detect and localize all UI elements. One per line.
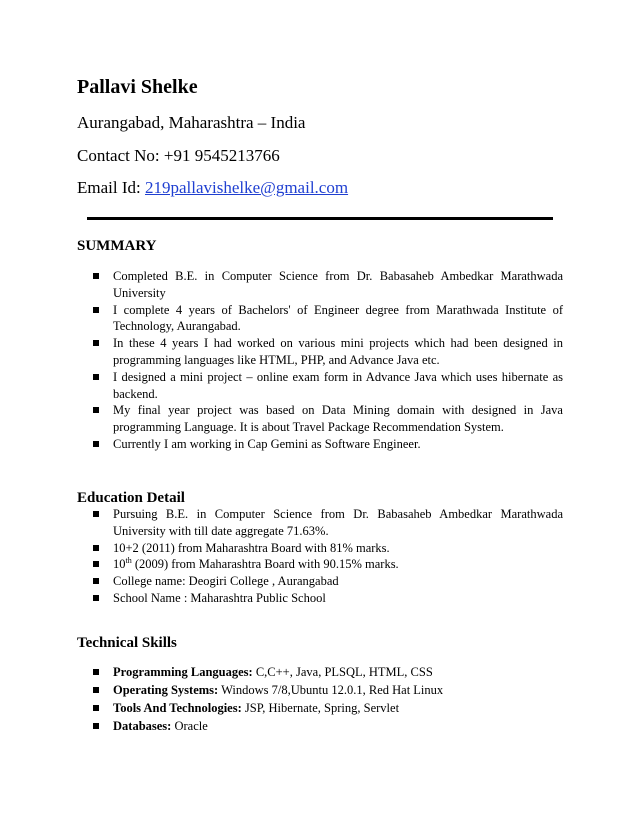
header-divider bbox=[87, 217, 553, 220]
skill-value: Windows 7/8,Ubuntu 12.0.1, Red Hat Linux bbox=[218, 682, 444, 697]
email-line bbox=[77, 178, 348, 198]
list-item: School Name : Maharashtra Public School bbox=[93, 590, 563, 607]
location: Aurangabad, Maharashtra – India bbox=[77, 113, 306, 132]
skill-value: Oracle bbox=[171, 718, 208, 733]
technical-skills-list bbox=[93, 664, 563, 736]
list-item bbox=[93, 664, 563, 681]
list-item bbox=[93, 718, 563, 735]
contact-label: Contact No: bbox=[77, 146, 164, 165]
skill-label: Tools And Technologies: bbox=[113, 700, 242, 715]
list-item: Completed B.E. in Computer Science from Dr. Babasaheb Ambedkar Marathwada University bbox=[93, 268, 563, 302]
list-item: In these 4 years I had worked on various mini projects which had been designed in programming languages like HTML, PHP, and Advance Java etc. bbox=[93, 335, 563, 369]
candidate-name: Pallavi Shelke bbox=[77, 76, 198, 98]
list-item: I complete 4 years of Bachelors' of Engineer degree from Marathwada Institute of Technology, Aurangabad. bbox=[93, 302, 563, 336]
email-link[interactable]: 219pallavishelke@gmail.com bbox=[144, 178, 349, 197]
technical-skills-heading: Technical Skills bbox=[77, 635, 177, 651]
list-item: I designed a mini project – online exam form in Advance Java which uses hibernate as backend. bbox=[93, 369, 563, 403]
email-label: Email Id: bbox=[77, 178, 145, 197]
skill-label: Programming Languages: bbox=[113, 665, 253, 679]
tenth-superscript: th bbox=[125, 556, 132, 566]
list-item bbox=[93, 682, 563, 699]
list-item bbox=[93, 700, 563, 717]
skill-label: Databases: bbox=[113, 718, 172, 733]
summary-heading: SUMMARY bbox=[77, 238, 157, 254]
contact-number: +91 9545213766 bbox=[163, 146, 280, 165]
education-list bbox=[93, 506, 563, 607]
education-heading: Education Detail bbox=[77, 490, 185, 506]
list-item: Pursuing B.E. in Computer Science from Dr. Babasaheb Ambedkar Marathwada University with till date aggregate 71.63%. bbox=[93, 506, 563, 540]
skill-value: JSP, Hibernate, Spring, Servlet bbox=[241, 700, 400, 715]
list-item: Currently I am working in Cap Gemini as Software Engineer. bbox=[93, 436, 563, 453]
skill-value: C,C++, Java, PLSQL, HTML, CSS bbox=[252, 665, 433, 679]
list-item: 10+2 (2011) from Maharashtra Board with 81% marks. bbox=[93, 540, 563, 557]
list-item: College name: Deogiri College , Aurangabad bbox=[93, 573, 563, 590]
list-item: My final year project was based on Data Mining domain with designed in Java programming Language. It is about Travel Package Recommendation System. bbox=[93, 402, 563, 436]
summary-list bbox=[93, 268, 563, 453]
list-item bbox=[93, 556, 563, 573]
tenth-prefix: 10 bbox=[113, 557, 126, 572]
tenth-rest: (2009) from Maharashtra Board with 90.15% marks. bbox=[131, 557, 399, 572]
contact-line bbox=[77, 146, 280, 166]
skill-label: Operating Systems: bbox=[113, 682, 219, 697]
